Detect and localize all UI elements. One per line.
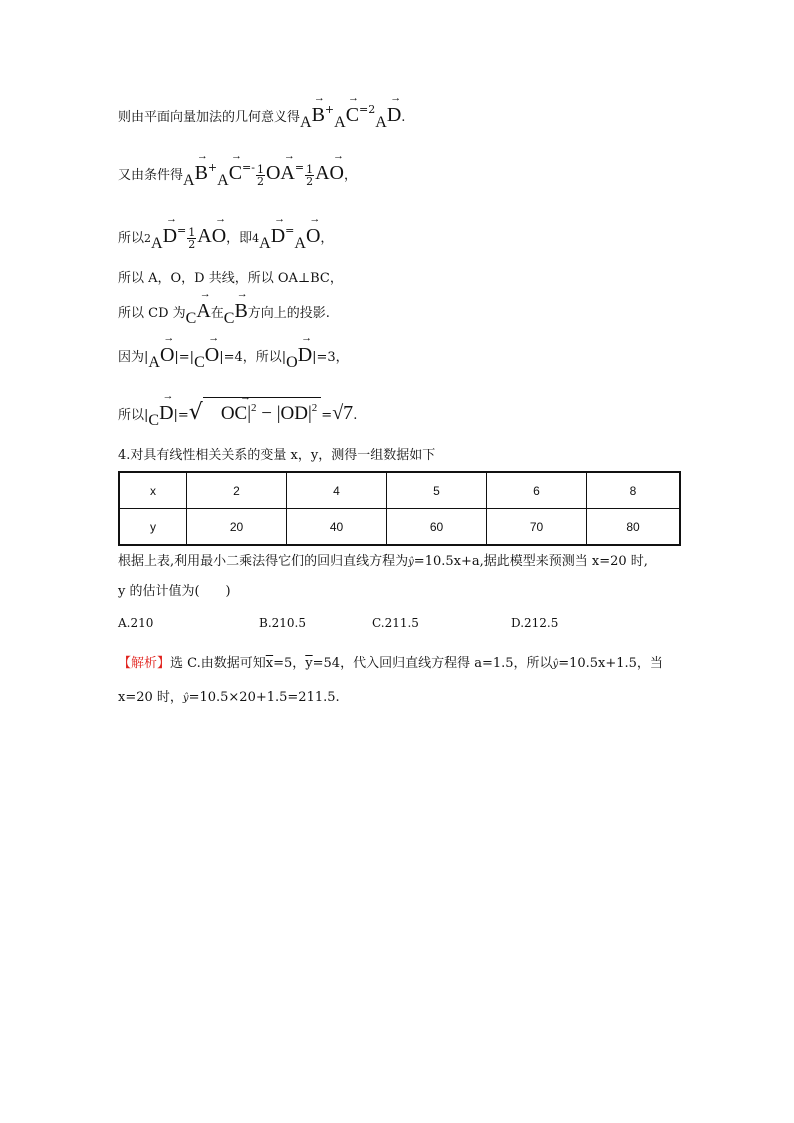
vector-ca: → $_C$A [185, 288, 211, 327]
question-text-2: y 的估计值为( ) [118, 584, 231, 599]
vector-od: → $_O$D [286, 332, 313, 371]
y-bar: $\overline{y}$ [305, 656, 313, 671]
solution-line-4: 所以 A，O，D 共线，所以 OA⊥BC， [118, 271, 343, 286]
solution-line-1: 则由平面向量加法的几何意义得 → $_A$B+ → $_AC^{=2}$ → $_A$D. [118, 92, 406, 131]
vector-ab: → $_A$B [183, 150, 208, 189]
question-text-1: 根据上表,利用最小二乘法得它们的回归直线方程为ŷ=10.5x+a,据此模型来预测当 x=20 时, [118, 554, 648, 569]
table-cell: 40 [287, 509, 387, 546]
solution-line-2: 又由条件得 → $_A$B+ → $_A$C=- $\frac{1}{2}$ → OA= $\frac{1}{2}$ → AO， [118, 150, 357, 189]
y-hat-symbol: ŷ [182, 693, 189, 704]
arrow-icon: → [199, 288, 211, 300]
arrow-icon: → [240, 391, 252, 403]
arrow-icon: → [301, 332, 313, 344]
line1-prefix: 则由平面向量加法的几何意义得 [118, 110, 301, 125]
arrow-icon: → [332, 150, 344, 162]
y-hat-symbol: ŷ [408, 557, 414, 568]
table-cell: 70 [487, 509, 587, 546]
sqrt-icon: √ [188, 400, 203, 425]
arrow-icon: → [166, 213, 178, 225]
vector-cd: → $_C$D [148, 390, 174, 429]
fraction-half: $\frac{1}{2}$ [188, 226, 196, 251]
analysis-tag: 【解析】 [118, 656, 171, 671]
solution-line-5: 所以 CD 为 → $_C$A在 → $_C$B方向上的投影. [118, 288, 330, 327]
table-cell: 6 [487, 472, 587, 509]
table-cell: x [119, 472, 187, 509]
arrow-icon: → [236, 288, 248, 300]
solution-line-6: 因为| → $_A$O|=| → $_C$O|=4，所以| → $_O$D|=3， [118, 332, 349, 371]
vector-ad: → $_A$D [259, 213, 286, 252]
table-cell: 60 [387, 509, 487, 546]
vector-ac: → $_A$C [334, 92, 360, 131]
vector-ad: → $_A$D [151, 213, 178, 252]
table-cell: y [119, 509, 187, 546]
arrow-icon: → [163, 332, 175, 344]
analysis-line-1: 【解析】选 C.由数据可知$\overline{x}=5$，$\overline{y}=54$，代入回归直线方程得 a=1.5，所以ŷ=10.5x+1.5，当 [118, 656, 663, 671]
fraction-half: $\frac{1}{2}$ [306, 163, 314, 188]
vector-oc: → OC| [220, 391, 252, 424]
y-hat-symbol: ŷ [552, 659, 559, 670]
arrow-icon: → [313, 92, 325, 104]
sqrt-expression: → $OC|^2 - |OD|^2$ [203, 397, 321, 424]
table-row [119, 472, 680, 509]
vector-cb: → $_C$B [223, 288, 248, 327]
vector-ac: → $_A$C [217, 150, 243, 189]
vector-ao: → $_A$O [148, 332, 175, 371]
option-c: C.211.5 [372, 616, 419, 630]
solution-line-7: 所以| → $_C$D|=√ → $OC|^2 - |OD|^2 =√7$. [118, 390, 358, 429]
vector-ao: → AO [197, 213, 227, 247]
vector-ab: → $_A$B [300, 92, 325, 131]
table-cell: 20 [187, 509, 287, 546]
fraction-half: $\frac{1}{2}$ [256, 163, 264, 188]
arrow-icon: → [348, 92, 360, 104]
table-cell: 80 [587, 509, 681, 546]
option-d: D.212.5 [511, 616, 559, 630]
arrow-icon: → [196, 150, 208, 162]
data-table [118, 471, 681, 546]
vector-ao: → $_A$O [294, 213, 321, 252]
option-a: A.210 [118, 616, 154, 630]
arrow-icon: → [231, 150, 243, 162]
solution-line-3: 所以2 → $_A$D= $\frac{1}{2}$ → AO，即4 → $_A$D= → $_A$O， [118, 213, 334, 252]
arrow-icon: → [215, 213, 227, 225]
vector-ao: → AO [315, 150, 344, 184]
vector-co: → $_C$O [194, 332, 220, 371]
arrow-icon: → [208, 332, 220, 344]
arrow-icon: → [274, 213, 286, 225]
arrow-icon: → [283, 150, 295, 162]
vector-oa: → OA [265, 150, 295, 184]
table-row [119, 509, 680, 546]
arrow-icon: → [309, 213, 321, 225]
table-cell: 4 [287, 472, 387, 509]
table-cell: 5 [387, 472, 487, 509]
table-cell: 8 [587, 472, 681, 509]
arrow-icon: → [390, 92, 402, 104]
arrow-icon: → [162, 390, 174, 402]
analysis-line-2: x=20 时，ŷ=10.5×20+1.5=211.5. [118, 690, 340, 705]
table-cell: 2 [187, 472, 287, 509]
option-b: B.210.5 [259, 616, 306, 630]
vector-ad: → $_A$D [375, 92, 402, 131]
x-bar: $\overline{x}$ [265, 656, 274, 671]
question-stem: 4.对具有线性相关关系的变量 x，y，测得一组数据如下 [118, 448, 436, 463]
